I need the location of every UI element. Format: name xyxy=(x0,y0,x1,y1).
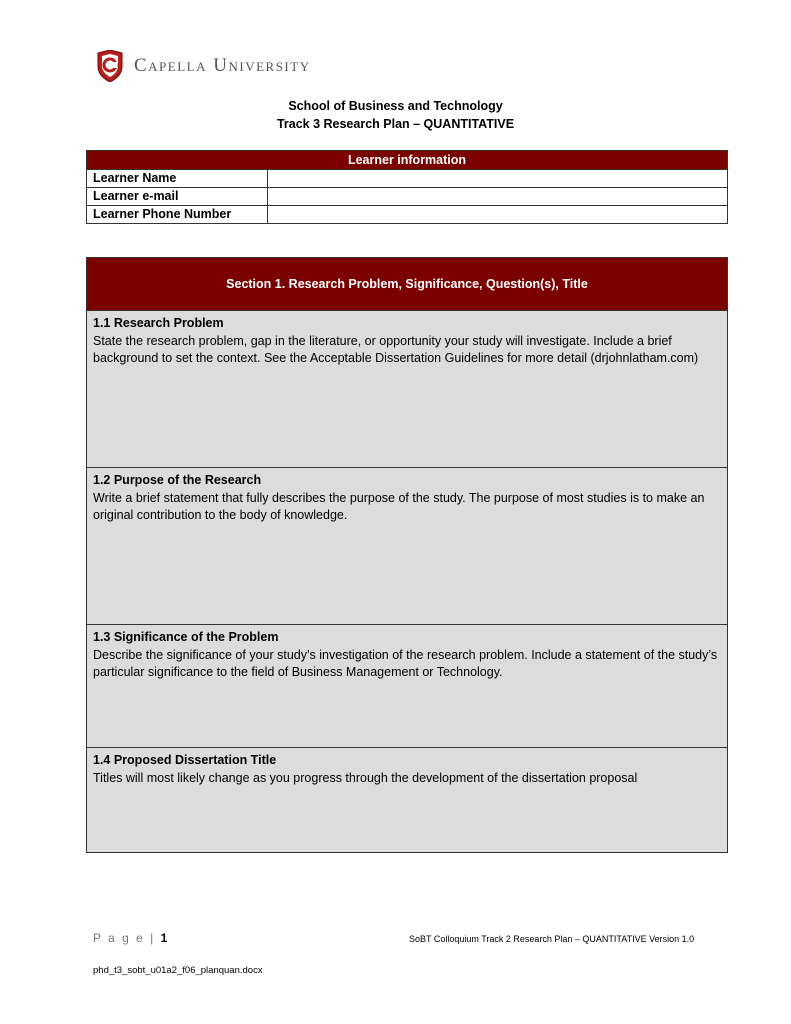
purpose-heading: 1.2 Purpose of the Research xyxy=(93,473,262,487)
significance-cell[interactable] xyxy=(87,625,728,748)
plan-heading: Track 3 Research Plan – QUANTITATIVE xyxy=(276,117,515,131)
research-problem-heading: 1.1 Research Problem xyxy=(93,316,224,330)
title-text: Titles will most likely change as you progress through the development of the dissertation proposal xyxy=(93,770,638,785)
learner-name-field[interactable] xyxy=(268,170,728,188)
learner-phone-label: Learner Phone Number xyxy=(87,206,268,224)
learner-name-label: Learner Name xyxy=(87,170,268,188)
school-heading: School of Business and Technology xyxy=(288,99,503,113)
learner-info-title: Learner information xyxy=(87,151,728,170)
table-row xyxy=(87,170,728,188)
research-problem-text: State the research problem, gap in the literature, or opportunity your study will investigate. Include a brief background to set the context. See the Acceptable Dissertation Guidelines for more detail (drjohnlatham.com) xyxy=(93,333,699,365)
capella-logo xyxy=(96,50,311,82)
table-row xyxy=(87,188,728,206)
table-row xyxy=(87,206,728,224)
page-separator: | xyxy=(150,931,156,945)
title-heading: 1.4 Proposed Dissertation Title xyxy=(93,753,277,767)
research-problem-cell[interactable] xyxy=(87,311,728,468)
significance-text: Describe the significance of your study’s investigation of the research problem. Include a statement of the study’s particular significance to the field of Business Management or Technology. xyxy=(93,647,718,679)
significance-heading: 1.3 Significance of the Problem xyxy=(93,630,279,644)
learner-email-field[interactable] xyxy=(268,188,728,206)
page-number xyxy=(93,931,167,945)
footer-filename: phd_t3_sobt_u01a2_f06_planquan.docx xyxy=(93,965,263,976)
logo-text: Capella University xyxy=(134,55,311,76)
learner-info-table xyxy=(86,150,728,224)
title-cell[interactable] xyxy=(87,748,728,853)
learner-email-label: Learner e-mail xyxy=(87,188,268,206)
purpose-cell[interactable] xyxy=(87,468,728,625)
section1-title: Section 1. Research Problem, Significance, Question(s), Title xyxy=(87,258,728,311)
footer-doc-title: SoBT Colloquium Track 2 Research Plan – QUANTITATIVE Version 1.0 xyxy=(409,934,695,944)
shield-icon xyxy=(96,50,124,82)
section1-table xyxy=(86,257,728,853)
page-label: P a g e xyxy=(93,931,145,945)
learner-phone-field[interactable] xyxy=(268,206,728,224)
page-number-value: 1 xyxy=(160,931,168,945)
purpose-text: Write a brief statement that fully describes the purpose of the study. The purpose of most studies is to make an original contribution to the body of knowledge. xyxy=(93,490,705,522)
